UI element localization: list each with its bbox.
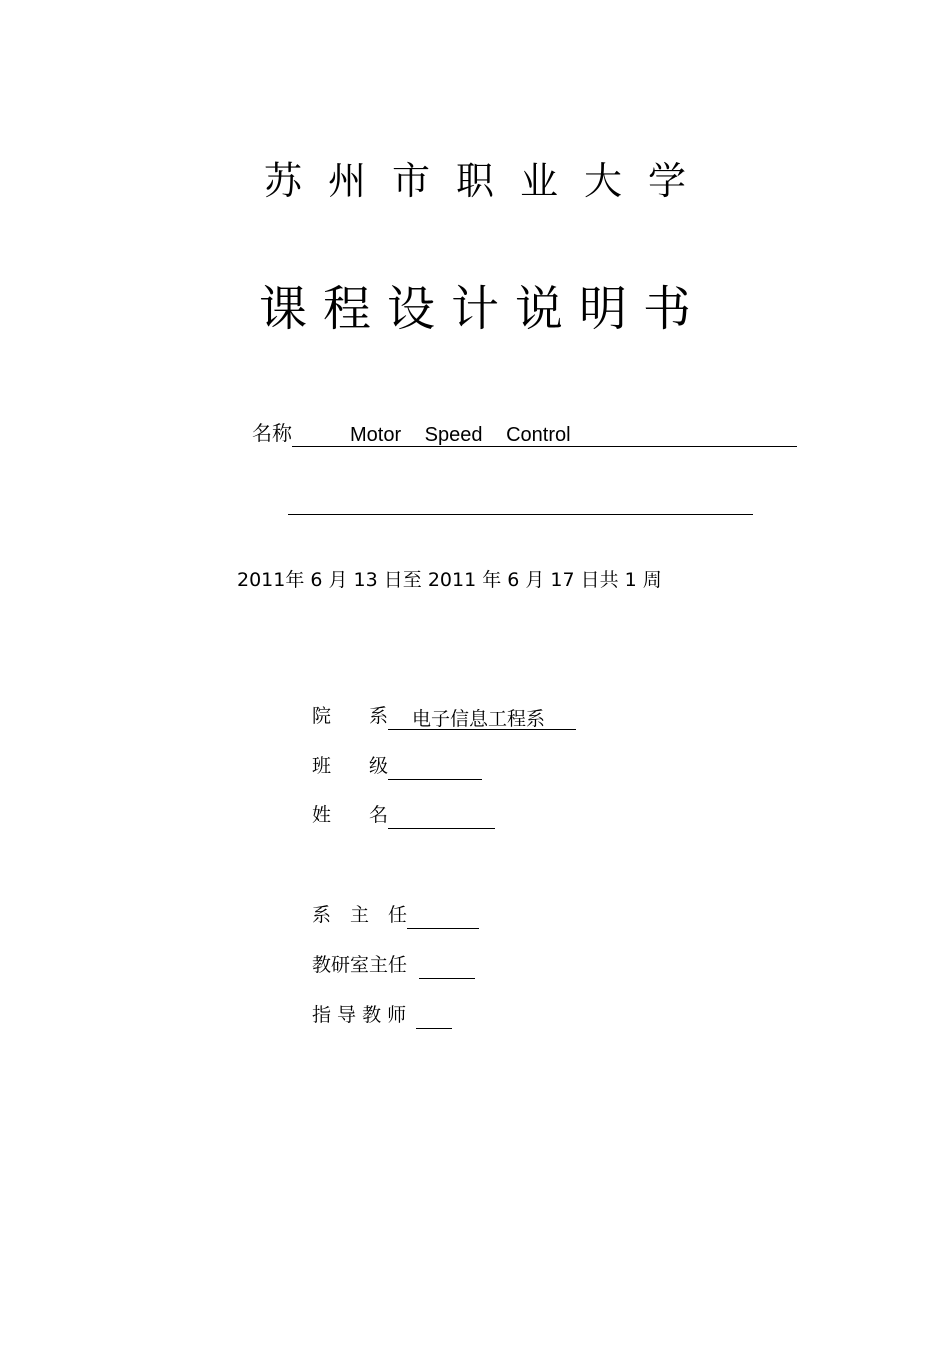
document-title: 课程设计说明书	[258, 281, 707, 337]
department-label: 院 系	[312, 705, 389, 727]
department-field[interactable]: 电子信息工程系	[388, 708, 576, 730]
project-name-row	[252, 419, 797, 447]
advisor-field[interactable]	[416, 1006, 452, 1029]
department-row	[312, 702, 576, 730]
lab-director-row	[312, 951, 475, 979]
project-name-label: 名称	[252, 421, 292, 445]
class-row	[312, 752, 482, 780]
director-label: 系 主 任	[312, 904, 408, 926]
director-row	[312, 901, 479, 929]
advisor-row	[312, 1001, 452, 1029]
student-name-row	[312, 801, 495, 829]
university-name: 苏州市职业大学	[263, 159, 712, 203]
student-name-label: 姓 名	[312, 804, 389, 826]
project-name-field[interactable]: Motor Speed Control	[292, 423, 797, 447]
lab-director-label: 教研室主任	[312, 954, 408, 976]
student-name-field[interactable]	[388, 806, 495, 829]
class-field[interactable]	[388, 757, 482, 780]
lab-director-field[interactable]	[419, 956, 475, 979]
project-name-continuation-line[interactable]	[288, 514, 753, 515]
class-label: 班 级	[312, 755, 389, 777]
schedule-dates: 2011年 6 月 13 日至 2011 年 6 月 17 日共 1 周	[237, 569, 662, 591]
advisor-label: 指 导 教 师	[312, 1004, 407, 1026]
director-field[interactable]	[407, 906, 479, 929]
